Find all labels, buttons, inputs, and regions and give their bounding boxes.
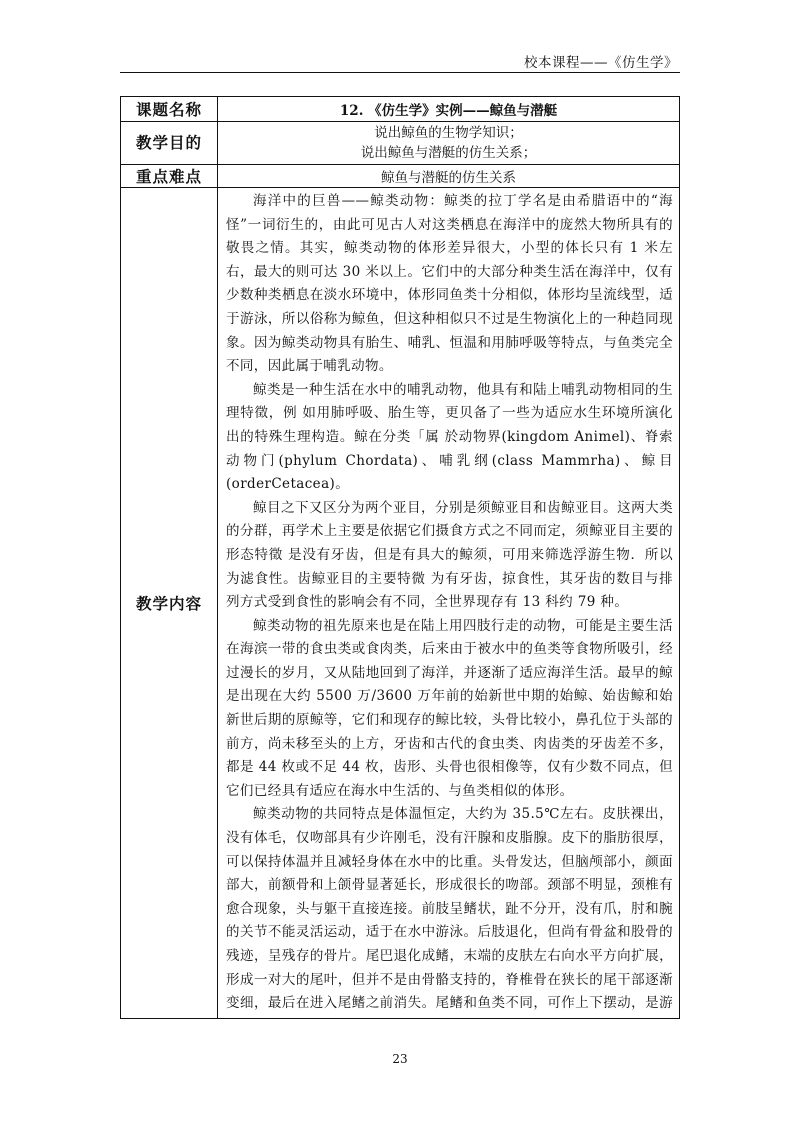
page-number: 23 xyxy=(392,1052,408,1066)
lesson-table xyxy=(120,96,680,1019)
goals-label: 教学目的 xyxy=(121,122,218,165)
table-row-key-points xyxy=(121,165,680,188)
goal-line: 说出鲸鱼与潜艇的仿生关系； xyxy=(360,145,537,161)
goals-value xyxy=(218,122,680,165)
content-paragraph: 鲸目之下又区分为两个亚目，分别是须鲸亚目和齿鲸亚目。这两大类的分群，再学术上主要是依据它们摄食方式之不同而定，须鲸亚目主要的形态特徵 是没有牙齿，但是有具大的鲸须，可用来筛选浮游生物．所以为滤食性。齿鲸亚目的主要特微 为有牙齿，掠食性，其牙齿的数目与排列方式受到食性的影响会有不同，全世界现存有 13 科约 79 种。 xyxy=(226,499,673,611)
header-rule xyxy=(120,72,680,73)
content-paragraph: 鲸类动物的祖先原来也是在陆上用四肢行走的动物，可能是主要生活在海滨一带的食虫类或食肉类，后来由于被水中的鱼类等食物所吸引，经过漫长的岁月，又从陆地回到了海洋，并逐渐了适应海洋生活。最早的鲸是出现在大约 5500 万/3600 万年前的始新世中期的始鲸、始齿鲸和始新世后期的原鲸等，它们和现存的鲸比较，头骨比较小，鼻孔位于头部的前方，尚未移至头的上方，牙齿和古代的食虫类、肉齿类的牙齿差不多，都是 44 枚或不足 44 枚，齿形、头骨也很相像等，仅有少数不同点，但它们已经具有适应在海水中生活的、与鱼类相似的体形。 xyxy=(226,617,673,799)
key-points-value: 鲸鱼与潜艇的仿生关系 xyxy=(218,165,680,188)
table-row-topic xyxy=(121,97,680,122)
content-paragraph: 海洋中的巨兽——鲸类动物：鲸类的拉丁学名是由希腊语中的“海怪”一词衍生的，由此可见古人对这类栖息在海洋中的庞然大物所具有的敬畏之情。其实，鲸类动物的体形差异很大，小型的体长只有 1 米左右，最大的则可达 30 米以上。它们中的大部分种类生活在海洋中，仅有少数种类栖息在淡水环境中，体形同鱼类十分相似，体形均呈流线型，适于游泳，所以俗称为鲸鱼，但这种相似只不过是生物演化上的一种趋同现象。因为鲸类动物具有胎生、哺乳、恒温和用肺呼吸等特点，与鱼类完全不同，因此属于哺乳动物。 xyxy=(226,193,673,375)
goal-line: 说出鲸鱼的生物学知识； xyxy=(374,125,523,141)
key-points-label: 重点难点 xyxy=(121,165,218,188)
content-cell xyxy=(218,188,680,1019)
table-row-content xyxy=(121,188,680,1019)
running-header: 校本课程——《仿生学》 xyxy=(524,55,678,71)
content-label: 教学内容 xyxy=(121,188,218,1019)
topic-label: 课题名称 xyxy=(121,97,218,122)
content-paragraph: 鲸类是一种生活在水中的哺乳动物，他具有和陆上哺乳动物相同的生理特徵，例 如用肺呼吸、胎生等，更贝备了一些为适应水生环境所演化出的特殊生理构造。鲸在分类「属 於动物界(kingdom Animel)、脊索动物门(phylum Chordata)、哺乳纲(class Mammrha)、鲸目(orderCetacea)。 xyxy=(226,381,673,493)
table-row-goals xyxy=(121,122,680,165)
topic-value: 12. 《仿生学》实例——鲸鱼与潜艇 xyxy=(218,97,680,122)
content-paragraph: 鲸类动物的共同特点是体温恒定，大约为 35.5℃左右。皮肤裸出，没有体毛，仅吻部具有少许刚毛，没有汗腺和皮脂腺。皮下的脂肪很厚，可以保持体温并且减轻身体在水中的比重。头骨发达，但脑颅部小，颜面部大，前额骨和上颌骨显著延长，形成很长的吻部。颈部不明显，颈椎有愈合现象，头与躯干直接连接。前肢呈鳍状，趾不分开，没有爪，肘和腕的关节不能灵活运动，适于在水中游泳。后肢退化，但尚有骨盆和股骨的残迹，呈残存的骨片。尾巴退化成鳍，末端的皮肤左右向水平方向扩展，形成一对大的尾叶，但并不是由骨骼支持的，脊椎骨在狭长的尾干部逐渐变细，最后在进入尾鳍之前消失。尾鳍和鱼类不同，可作上下摆动，是游 xyxy=(226,806,673,1012)
content-body xyxy=(226,190,673,1018)
